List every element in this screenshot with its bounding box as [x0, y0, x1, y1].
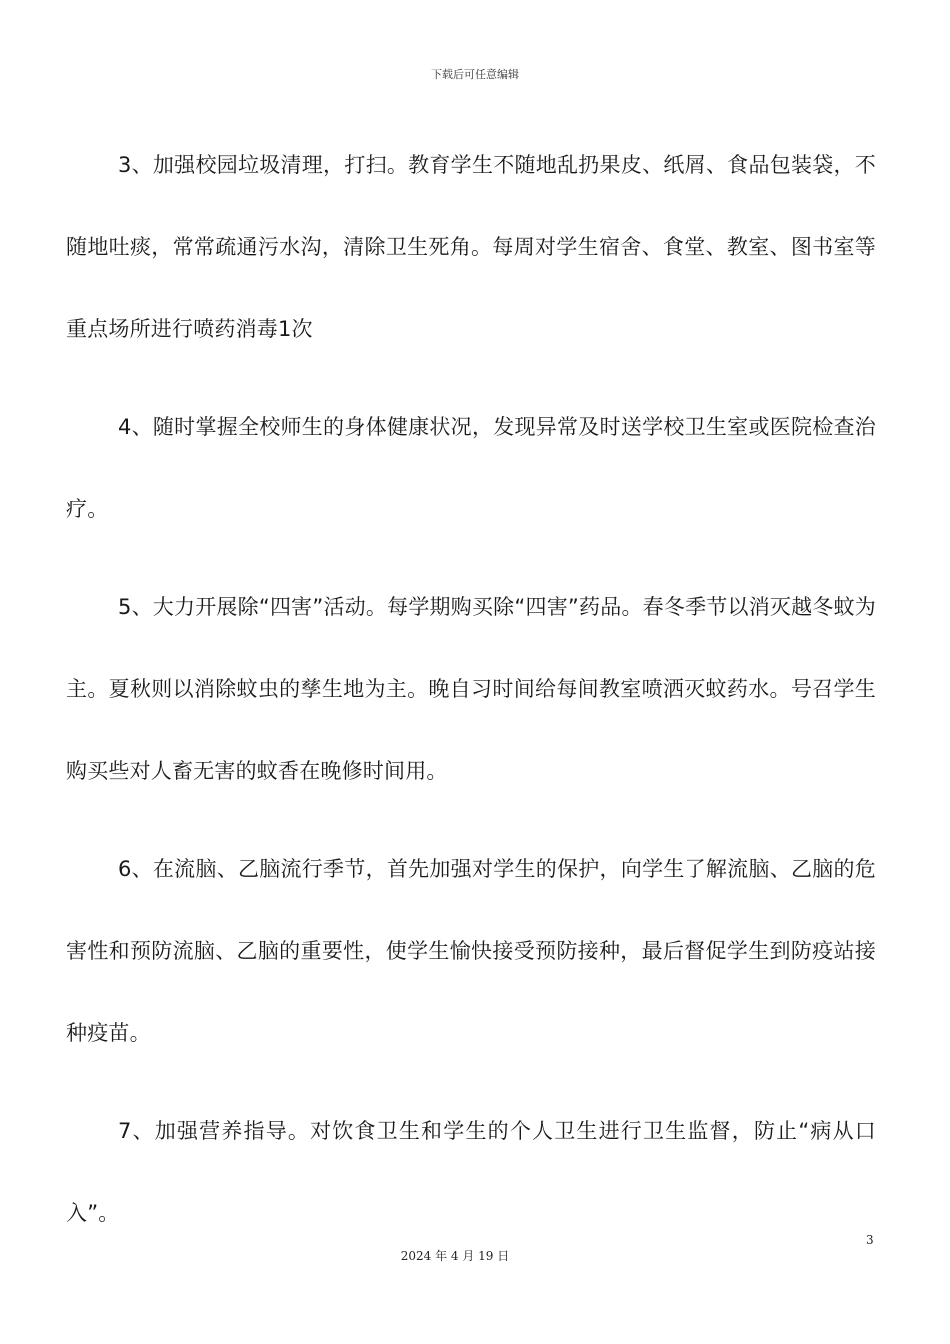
paragraph-item-5: 5、大力开展除“四害”活动。每学期购买除“四害”药品。春冬季节以消灭越冬蚊为主。夏秋则以消除蚊虫的孳生地为主。晚自习时间给每间教室喷洒灭蚊药水。号召学生购买些对人畜无害的蚊香在晚修时间用。: [66, 595, 876, 783]
header-note: 下载后可任意编辑: [431, 68, 519, 81]
paragraph-item-4: 4、随时掌握全校师生的身体健康状况，发现异常及时送学校卫生室或医院检查治疗。: [66, 415, 876, 521]
footer-date: 2024 年 4 月 19 日: [400, 1249, 510, 1263]
page-number: 3: [866, 1233, 874, 1247]
paragraph-item-3: 3、加强校园垃圾清理，打扫。教育学生不随地乱扔果皮、纸屑、食品包装袋，不随地吐痰，常常疏通污水沟，清除卫生死角。每周对学生宿舍、食堂、教室、图书室等重点场所进行喷药消毒1次: [66, 153, 876, 341]
paragraph-item-7: 7、加强营养指导。对饮食卫生和学生的个人卫生进行卫生监督，防止“病从口入”。: [66, 1119, 876, 1225]
paragraph-item-6: 6、在流脑、乙脑流行季节，首先加强对学生的保护，向学生了解流脑、乙脑的危害性和预防流脑、乙脑的重要性，使学生愉快接受预防接种，最后督促学生到防疫站接种疫苗。: [66, 857, 876, 1045]
document-body: [66, 124, 876, 1270]
